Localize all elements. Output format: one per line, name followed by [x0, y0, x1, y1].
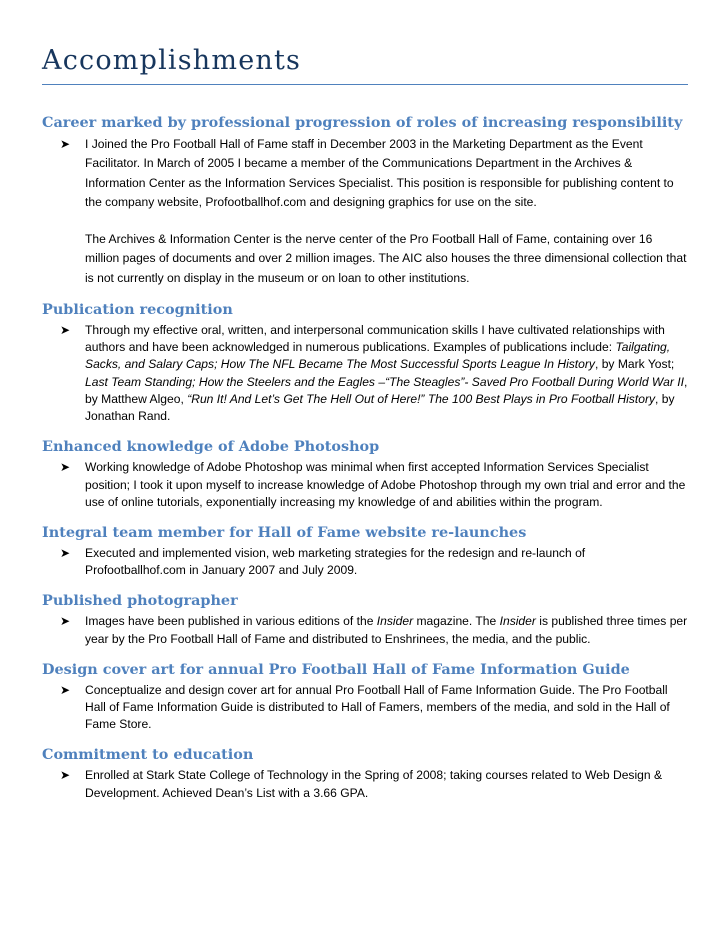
- list-item: [42, 682, 688, 734]
- arrow-bullet-icon: ➤: [60, 323, 71, 338]
- section-education: [42, 745, 688, 801]
- arrow-bullet-icon: ➤: [60, 614, 71, 629]
- bullet-list: [42, 135, 688, 288]
- arrow-bullet-icon: ➤: [60, 682, 71, 697]
- bullet-list: [42, 459, 688, 511]
- title-divider: [42, 84, 688, 85]
- section-website: [42, 523, 688, 579]
- list-item: [42, 767, 688, 801]
- bullet-list: [42, 613, 688, 647]
- bullet-text: The Archives & Information Center is the nerve center of the Pro Football Hall of Fame, containing over 16 million pages of documents and over 2 million images. The AIC also houses the three dimensional collection that is not currently on display in the museum or on loan to other institutions.: [85, 232, 687, 285]
- section-heading: Integral team member for Hall of Fame website re-launches: [42, 523, 527, 541]
- arrow-bullet-icon: ➤: [60, 545, 71, 560]
- book-title: Tailgating, Sacks, and Salary Caps; How The NFL Became The Most Successful Sports League In History: [85, 340, 671, 372]
- bullet-text: Through my effective oral, written, and interpersonal communication skills I have cultivated relationships with authors and have been acknowledged in numerous publications. Examples of publications include:: [85, 323, 665, 355]
- section-heading: Design cover art for annual Pro Football Hall of Fame Information Guide: [42, 660, 630, 678]
- list-item: [42, 322, 688, 425]
- section-publication: [42, 300, 688, 425]
- bullet-text: , by Mark Yost;: [594, 357, 675, 372]
- section-cover-art: [42, 660, 688, 734]
- page-title: Accomplishments: [42, 45, 302, 76]
- section-photographer: [42, 591, 688, 647]
- arrow-bullet-icon: ➤: [60, 460, 71, 475]
- section-career: [42, 113, 688, 288]
- section-photoshop: [42, 437, 688, 511]
- bullet-text: Conceptualize and design cover art for annual Pro Football Hall of Fame Information Guide. The Pro Football Hall of Fame Information Guide is distributed to Hall of Famers, members of the media, and sold in the Hall of Fame Store.: [85, 682, 670, 732]
- bullet-text: Executed and implemented vision, web marketing strategies for the redesign and re-launch of Profootballhof.com in January 2007 and July 2009.: [85, 545, 586, 578]
- list-item: [42, 545, 688, 579]
- bullet-text: is published three times per year by the Pro Football Hall of Fame and distributed to Enshrinees, the media, and the public.: [85, 614, 688, 646]
- bullet-text: magazine. The: [413, 614, 500, 629]
- section-heading: Publication recognition: [42, 301, 233, 319]
- magazine-title: Insider: [499, 614, 536, 629]
- section-heading: Enhanced knowledge of Adobe Photoshop: [42, 438, 380, 456]
- bullet-text: , by Jonathan Rand.: [85, 391, 675, 424]
- bullet-list: [42, 767, 688, 801]
- section-heading: Career marked by professional progression of roles of increasing responsibility: [42, 114, 683, 131]
- bullet-list: [42, 682, 688, 734]
- bullet-text-continued: [85, 232, 686, 285]
- bullet-text: Enrolled at Stark State College of Technology in the Spring of 2008; taking courses related to Web Design & Development. Achieved Dean’s List with a 3.66 GPA.: [85, 768, 663, 800]
- arrow-bullet-icon: ➤: [60, 137, 71, 151]
- list-item: [42, 613, 688, 647]
- book-title: Last Team Standing; How the Steelers and the Eagles –“The Steagles”- Saved Pro Football During World War II: [85, 374, 684, 389]
- bullet-text: I Joined the Pro Football Hall of Fame staff in December 2003 in the Marketing Department as the Event Facilitator. In March of 2005 I became a member of the Communications Department in the Archives & Information Center as the Information Services Specialist. This position is responsible for publishing content to the company website, Profootballhof.com and designing graphics for use on the site.: [85, 137, 674, 209]
- list-item: [42, 135, 688, 288]
- arrow-bullet-icon: ➤: [60, 768, 71, 783]
- list-item: [42, 459, 688, 511]
- paragraph-gap: [85, 212, 688, 230]
- bullet-text: , by Matthew Algeo,: [85, 374, 688, 406]
- section-heading: Published photographer: [42, 592, 238, 610]
- bullet-list: [42, 322, 688, 425]
- magazine-title: Insider: [376, 614, 414, 629]
- book-title: “Run It! And Let’s Get The Hell Out of Here!” The 100 Best Plays in Pro Football History: [187, 391, 656, 406]
- section-heading: Commitment to education: [42, 746, 254, 764]
- bullet-text: Images have been published in various editions of the: [85, 614, 377, 629]
- bullet-text: Working knowledge of Adobe Photoshop was minimal when first accepted Information Services Specialist position; I took it upon myself to increase knowledge of Adobe Photoshop through my own trial and error and the use of online tutorials, exponentially increasing my knowledge of and abilities within the program.: [85, 460, 686, 509]
- bullet-list: [42, 545, 688, 579]
- document-page: [42, 44, 688, 814]
